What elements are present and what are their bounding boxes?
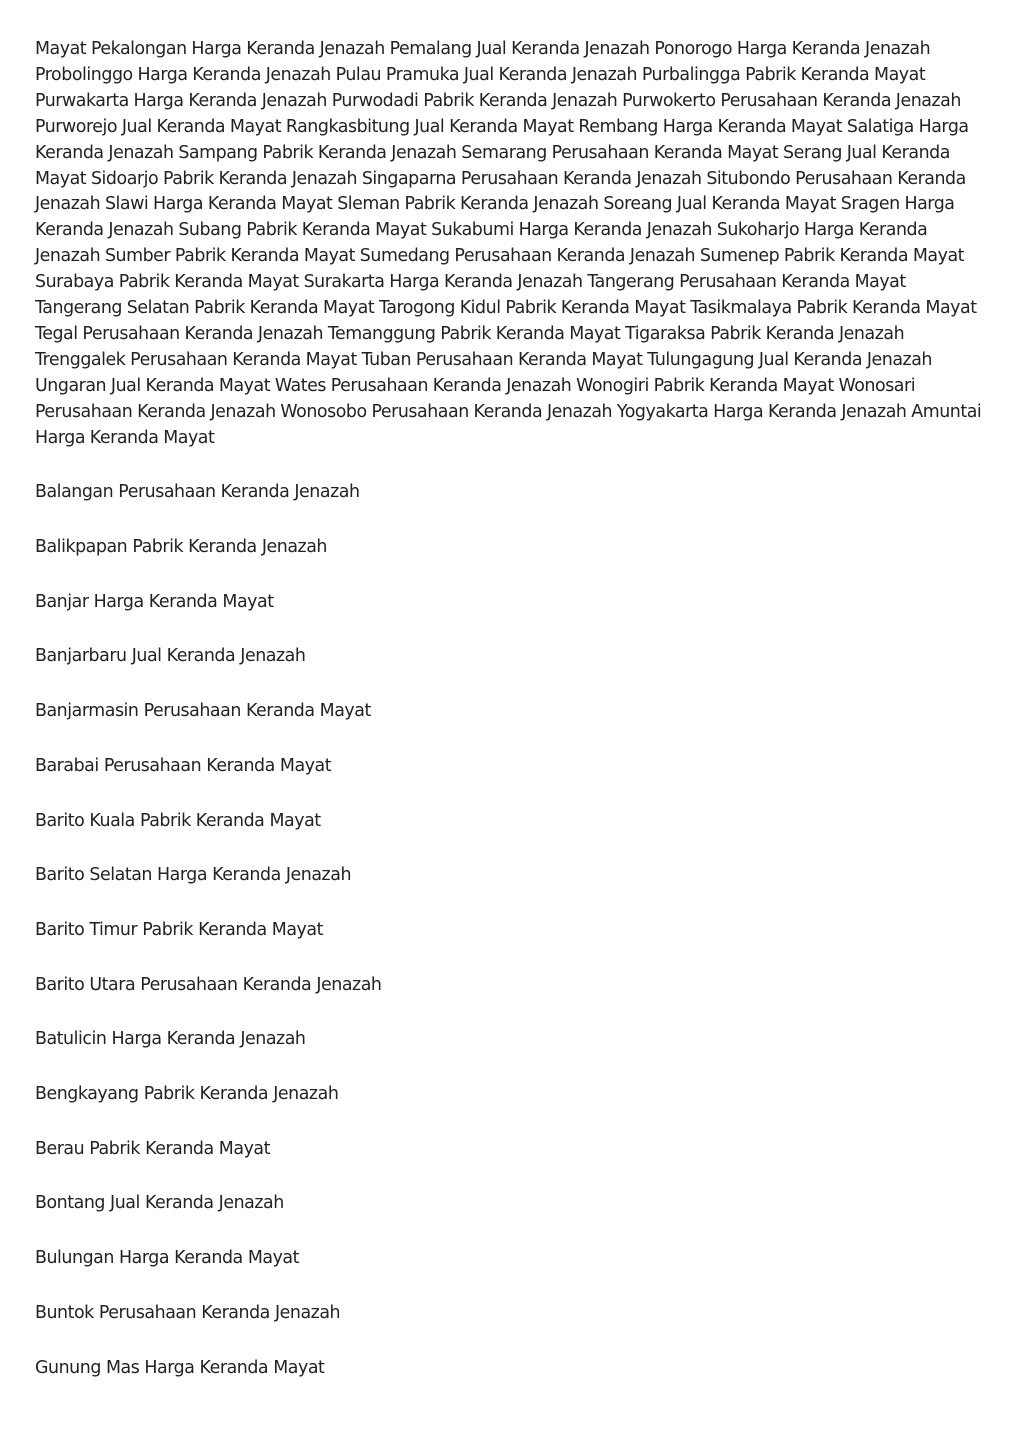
- list-item: Barito Kuala Pabrik Keranda Mayat: [35, 810, 321, 831]
- list-item: Berau Pabrik Keranda Mayat: [35, 1138, 270, 1159]
- list-item: Bontang Jual Keranda Jenazah: [35, 1193, 284, 1214]
- intro-paragraph: Mayat Pekalongan Harga Keranda Jenazah Pemalang Jual Keranda Jenazah Ponorogo Harga Keranda Jenazah Probolinggo Harga Keranda Jenazah Pulau Pramuka Jual Keranda Jenazah Purbalingga Pabrik Keranda Mayat Purwakarta Harga Keranda Jenazah Purwodadi Pabrik Keranda Jenazah Purwokerto Perusahaan Keranda Jenazah Purworejo Jual Keranda Mayat Rangkasbitung Jual Keranda Mayat Rembang Harga Keranda Mayat Salatiga Harga Keranda Jenazah Sampang Pabrik Keranda Jenazah Semarang Perusahaan Keranda Mayat Serang Jual Keranda Mayat Sidoarjo Pabrik Keranda Jenazah Singaparna Perusahaan Keranda Jenazah Situbondo Perusahaan Keranda Jenazah Slawi Harga Keranda Mayat Sleman Pabrik Keranda Jenazah Soreang Jual Keranda Mayat Sragen Harga Keranda Jenazah Subang Pabrik Keranda Mayat Sukabumi Harga Keranda Jenazah Sukoharjo Harga Keranda Jenazah Sumber Pabrik Keranda Mayat Sumedang Perusahaan Keranda Jenazah Sumenep Pabrik Keranda Mayat Surabaya Pabrik Keranda Mayat Surakarta Harga Keranda Jenazah Tangerang Perusahaan Keranda Mayat Tangerang Selatan Pabrik Keranda Mayat Tarogong Kidul Pabrik Keranda Mayat Tasikmalaya Pabrik Keranda Mayat Tegal Perusahaan Keranda Jenazah Temanggung Pabrik Keranda Mayat Tigaraksa Pabrik Keranda Jenazah Trenggalek Perusahaan Keranda Mayat Tuban Perusahaan Keranda Mayat Tulungagung Jual Keranda Jenazah Ungaran Jual Keranda Mayat Wates Perusahaan Keranda Jenazah Wonogiri Pabrik Keranda Mayat Wonosari Perusahaan Keranda Jenazah Wonosobo Perusahaan Keranda Jenazah Yogyakarta Harga Keranda Jenazah Amuntai Harga Keranda Mayat: [35, 39, 982, 448]
- list-item: Barabai Perusahaan Keranda Mayat: [35, 755, 332, 776]
- list-item: Banjar Harga Keranda Mayat: [35, 591, 274, 612]
- list-item: Balikpapan Pabrik Keranda Jenazah: [35, 537, 327, 557]
- list-item: Bengkayang Pabrik Keranda Jenazah: [35, 1084, 339, 1105]
- list-item: Bulungan Harga Keranda Mayat: [35, 1248, 299, 1269]
- list-item: Banjarmasin Perusahaan Keranda Mayat: [35, 701, 371, 722]
- list-item: Balangan Perusahaan Keranda Jenazah: [35, 482, 360, 503]
- list-item: Buntok Perusahaan Keranda Jenazah: [35, 1302, 341, 1323]
- list-item: Gunung Mas Harga Keranda Mayat: [35, 1357, 325, 1378]
- list-item: Barito Timur Pabrik Keranda Mayat: [35, 919, 323, 940]
- list-item: Batulicin Harga Keranda Jenazah: [35, 1029, 306, 1050]
- list-item: Banjarbaru Jual Keranda Jenazah: [35, 646, 306, 667]
- list-item: Barito Selatan Harga Keranda Jenazah: [35, 865, 352, 886]
- list-item: Barito Utara Perusahaan Keranda Jenazah: [35, 974, 382, 995]
- document-page: [35, 37, 990, 1381]
- location-list: [35, 480, 990, 1381]
